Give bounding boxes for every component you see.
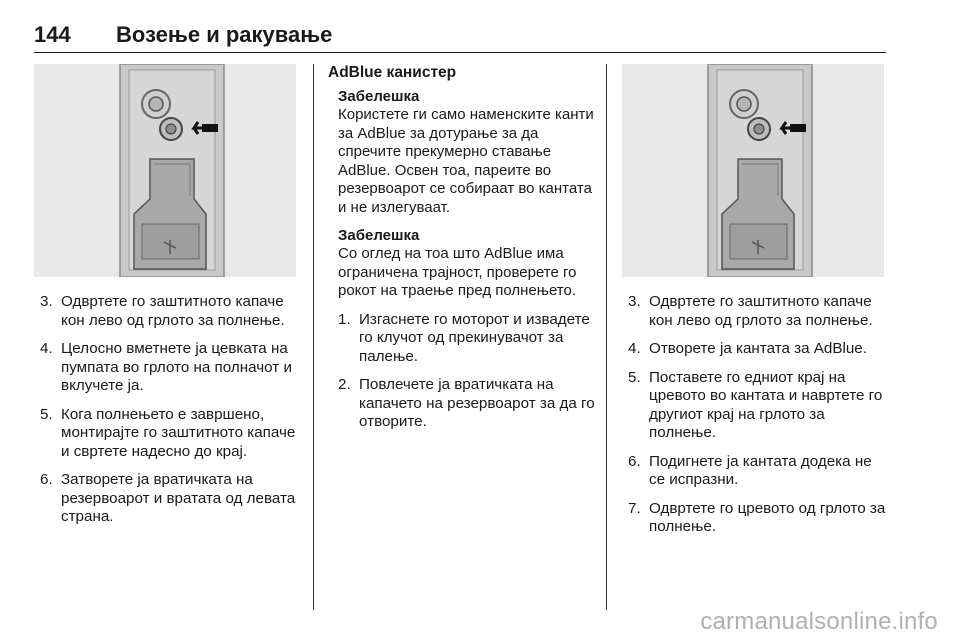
fuel-filler-illustration-right [622, 64, 884, 277]
list-item: 3. Одвртете го заштитното капаче кон лево од грлото за полнење. [40, 293, 285, 329]
list-item: 3. Одвртете го заштитното капаче кон лево од грлото за полнење. [628, 293, 873, 329]
column-right [622, 64, 888, 547]
page-number: 144 [34, 22, 71, 47]
column-left [34, 64, 300, 537]
list-item: 7. Одвртете го цревото од грлото за полнење. [628, 499, 886, 535]
steps-list-right [622, 293, 888, 537]
steps-list-middle [328, 311, 598, 432]
adblue-filler-drawing [34, 64, 296, 277]
list-item: 5. Кога полнењето е завршено, монтирајте го заштитното капаче и свртете надесно до крај. [40, 405, 296, 460]
note-title: Забелешка [338, 88, 420, 105]
page-header [34, 22, 886, 53]
list-item: 4. Целосно вметнете ја цевката на пумпата во грлото на полначот и вклучете ја. [40, 340, 292, 394]
adblue-filler-drawing [622, 64, 884, 277]
note-title: Забелешка [338, 227, 420, 244]
section-title: Возење и ракување [116, 22, 333, 47]
note-text: Со оглед на тоа што AdBlue има ограничена трајност, проверете го рокот на траење пред полнењето. [338, 245, 577, 299]
list-item: 6. Подигнете ја кантата додека не се испразни. [628, 452, 872, 488]
steps-list-left [34, 293, 300, 527]
column-middle [328, 64, 598, 442]
note-text: Користете ги само наменските канти за AdBlue за дотурање за да спречите прекумерно ставање AdBlue. Освен тоа, пареите во резервоарот се собираат во кантата и не излегуваат. [338, 106, 594, 216]
watermark: carmanualsonline.info [700, 608, 938, 635]
list-item: 6. Затворете ја вратичката на резервоарот и вратата од левата страна. [40, 471, 296, 525]
subsection-title: AdBlue канистер [328, 64, 457, 81]
column-divider-right [606, 64, 607, 610]
note-block [328, 88, 598, 217]
fuel-filler-illustration-left [34, 64, 296, 277]
column-divider-left [313, 64, 314, 610]
list-item: 5. Поставете го едниот крај на цревото во кантата и навртете го другиот крај на грлото за полнење. [628, 368, 883, 441]
list-item: 4. Отворете ја кантата за AdBlue. [628, 340, 867, 357]
list-item: 1. Изгаснете го моторот и извадете го клучот од прекинувачот за палење. [338, 310, 590, 365]
list-item: 2. Повлечете ја вратичката на капачето на резервоарот за да го отворите. [338, 376, 595, 430]
note-block [328, 227, 598, 301]
